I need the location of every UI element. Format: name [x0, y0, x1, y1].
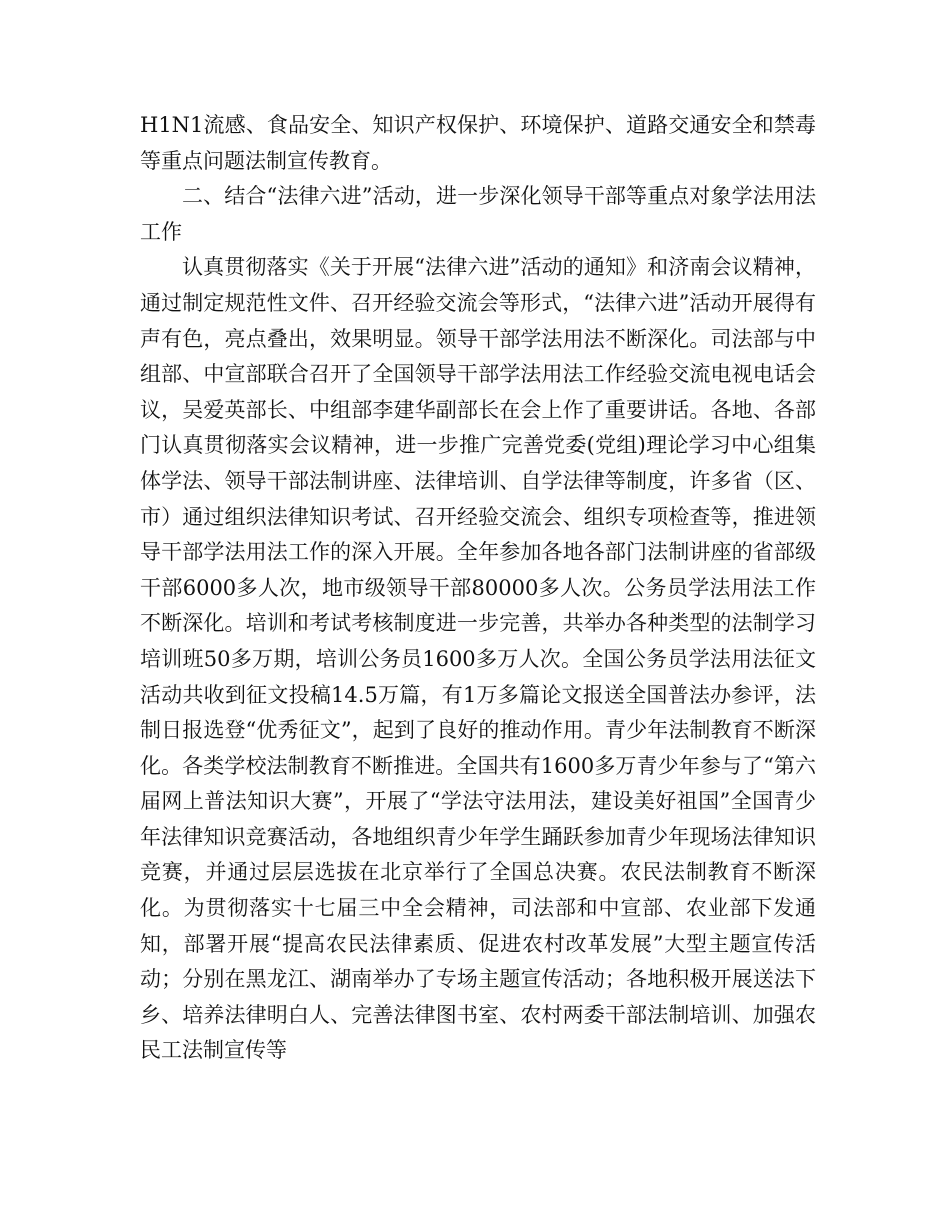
paragraph-continuation: H1N1流感、食品安全、知识产权保护、环境保护、道路交通安全和禁毒等重点问题法制宣传教育。	[140, 113, 816, 173]
document-body	[140, 108, 816, 1069]
paragraph-body: 认真贯彻落实《关于开展“法律六进”活动的通知》和济南会议精神，通过制定规范性文件、召开经验交流会等形式，“法律六进”活动开展得有声有色，亮点叠出，效果明显。领导干部学法用法不断深化。司法部与中组部、中宣部联合召开了全国领导干部学法用法工作经验交流电视电话会议，吴爱英部长、中组部李建华副部长在会上作了重要讲话。各地、各部门认真贯彻落实会议精神，进一步推广完善党委(党组)理论学习中心组集体学法、领导干部法制讲座、法律培训、自学法律等制度，许多省（区、市）通过组织法律知识考试、召开经验交流会、组织专项检查等，推进领导干部学法用法工作的深入开展。全年参加各地各部门法制讲座的省部级干部6000多人次，地市级领导干部80000多人次。公务员学法用法工作不断深化。培训和考试考核制度进一步完善，共举办各种类型的法制学习培训班50多万期，培训公务员1600多万人次。全国公务员学法用法征文活动共收到征文投稿14.5万篇，有1万多篇论文报送全国普法办参评，法制日报选登“优秀征文”，起到了良好的推动作用。青少年法制教育不断深化。各类学校法制教育不断推进。全国共有1600多万青少年参与了“第六届网上普法知识大赛”，开展了“学法守法用法，建设美好祖国”全国青少年法律知识竞赛活动，各地组织青少年学生踊跃参加青少年现场法律知识竞赛，并通过层层选拔在北京举行了全国总决赛。农民法制教育不断深化。为贯彻落实十七届三中全会精神，司法部和中宣部、农业部下发通知，部署开展“提高农民法律素质、促进农村改革发展”大型主题宣传活动；分别在黑龙江、湖南举办了专场主题宣传活动；各地积极开展送法下乡、培养法律明白人、完善法律图书室、农村两委干部法制培训、加强农民工法制宣传等	[140, 255, 816, 1063]
section-heading: 二、结合“法律六进”活动，进一步深化领导干部等重点对象学法用法工作	[140, 184, 816, 244]
